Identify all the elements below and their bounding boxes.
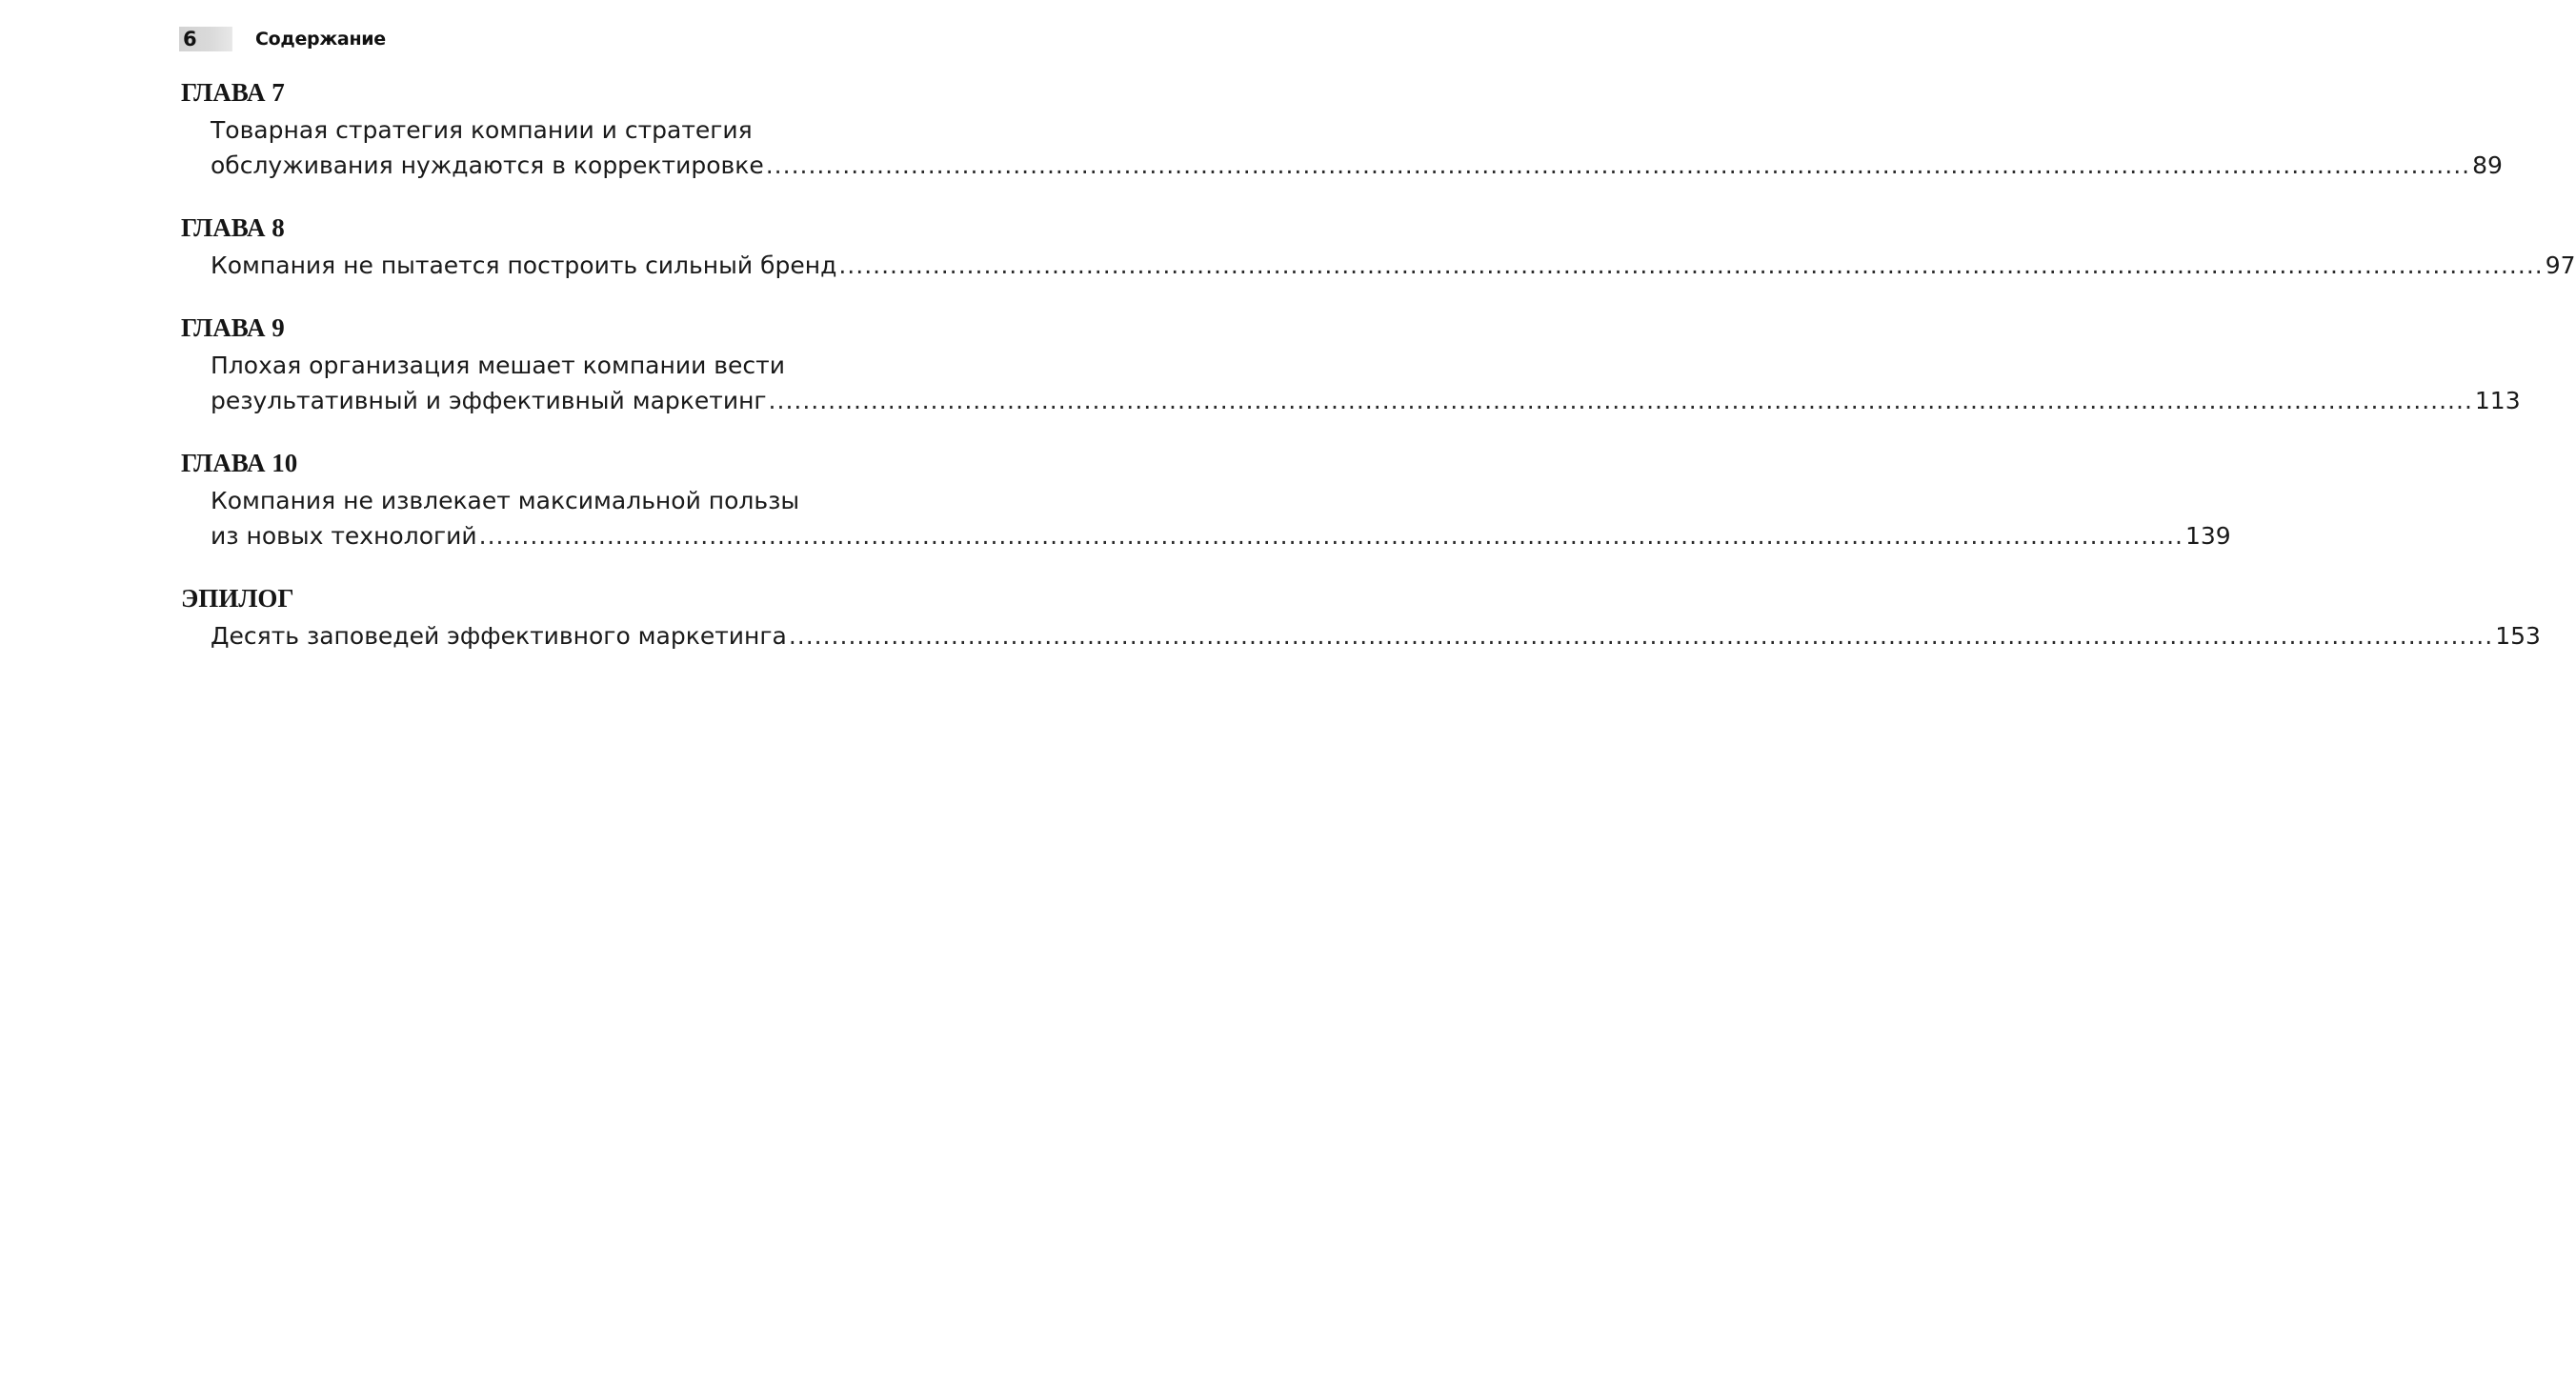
toc-chapter-10 <box>181 447 2231 553</box>
dot-leader: ........................................................................................................................................................................................................ <box>765 151 2471 179</box>
entry-title-text: Компания не пытается построить сильный бренд <box>211 251 837 279</box>
entry-title-line: Товарная стратегия компании и стратегия <box>211 116 753 144</box>
page-reference: 153 <box>2495 622 2541 650</box>
toc-entry[interactable] <box>211 112 2503 183</box>
page-number: 6 <box>179 27 232 51</box>
entry-last-line <box>211 618 2541 654</box>
entry-title-text: из новых технологий <box>211 522 477 550</box>
toc-entry[interactable] <box>211 483 2231 553</box>
entry-title-line: Компания не извлекает максимальной пользы <box>211 487 800 514</box>
chapter-heading: ГЛАВА 7 <box>181 78 285 107</box>
entry-last-line <box>211 248 2576 283</box>
entry-title-text: Десять заповедей эффективного маркетинга <box>211 622 787 650</box>
table-of-contents <box>181 76 2576 682</box>
chapter-heading: ГЛАВА 10 <box>181 449 298 477</box>
page-reference: 113 <box>2474 387 2521 414</box>
toc-epilogue <box>181 582 2541 654</box>
toc-chapter-9 <box>181 312 2521 418</box>
page-reference: 89 <box>2472 151 2503 179</box>
page-reference: 139 <box>2185 522 2231 550</box>
page-reference: 97 <box>2545 251 2576 279</box>
toc-chapter-8 <box>181 211 2576 283</box>
entry-last-line <box>211 518 2231 553</box>
toc-entry[interactable] <box>211 248 2576 283</box>
entry-title-text: обслуживания нуждаются в корректировке <box>211 151 764 179</box>
dot-leader: ........................................................................................................................................................................................................ <box>838 251 2544 279</box>
entry-title-line: Плохая организация мешает компании вести <box>211 352 785 379</box>
toc-entry[interactable] <box>211 618 2541 654</box>
chapter-heading: ГЛАВА 9 <box>181 313 285 342</box>
entry-last-line <box>211 383 2521 418</box>
page-header <box>179 23 386 55</box>
toc-entry[interactable] <box>211 348 2521 418</box>
running-head: Содержание <box>255 29 386 50</box>
chapter-heading: ГЛАВА 8 <box>181 213 285 242</box>
entry-title-text: результативный и эффективный маркетинг <box>211 387 767 414</box>
dot-leader: ........................................................................................................................................................................................................ <box>788 622 2494 650</box>
chapter-heading: ЭПИЛОГ <box>181 584 294 613</box>
entry-last-line <box>211 148 2503 183</box>
toc-chapter-7 <box>181 76 2503 183</box>
dot-leader: ........................................................................................................................................................................................................ <box>478 522 2184 550</box>
dot-leader: ........................................................................................................................................................................................................ <box>768 387 2473 414</box>
